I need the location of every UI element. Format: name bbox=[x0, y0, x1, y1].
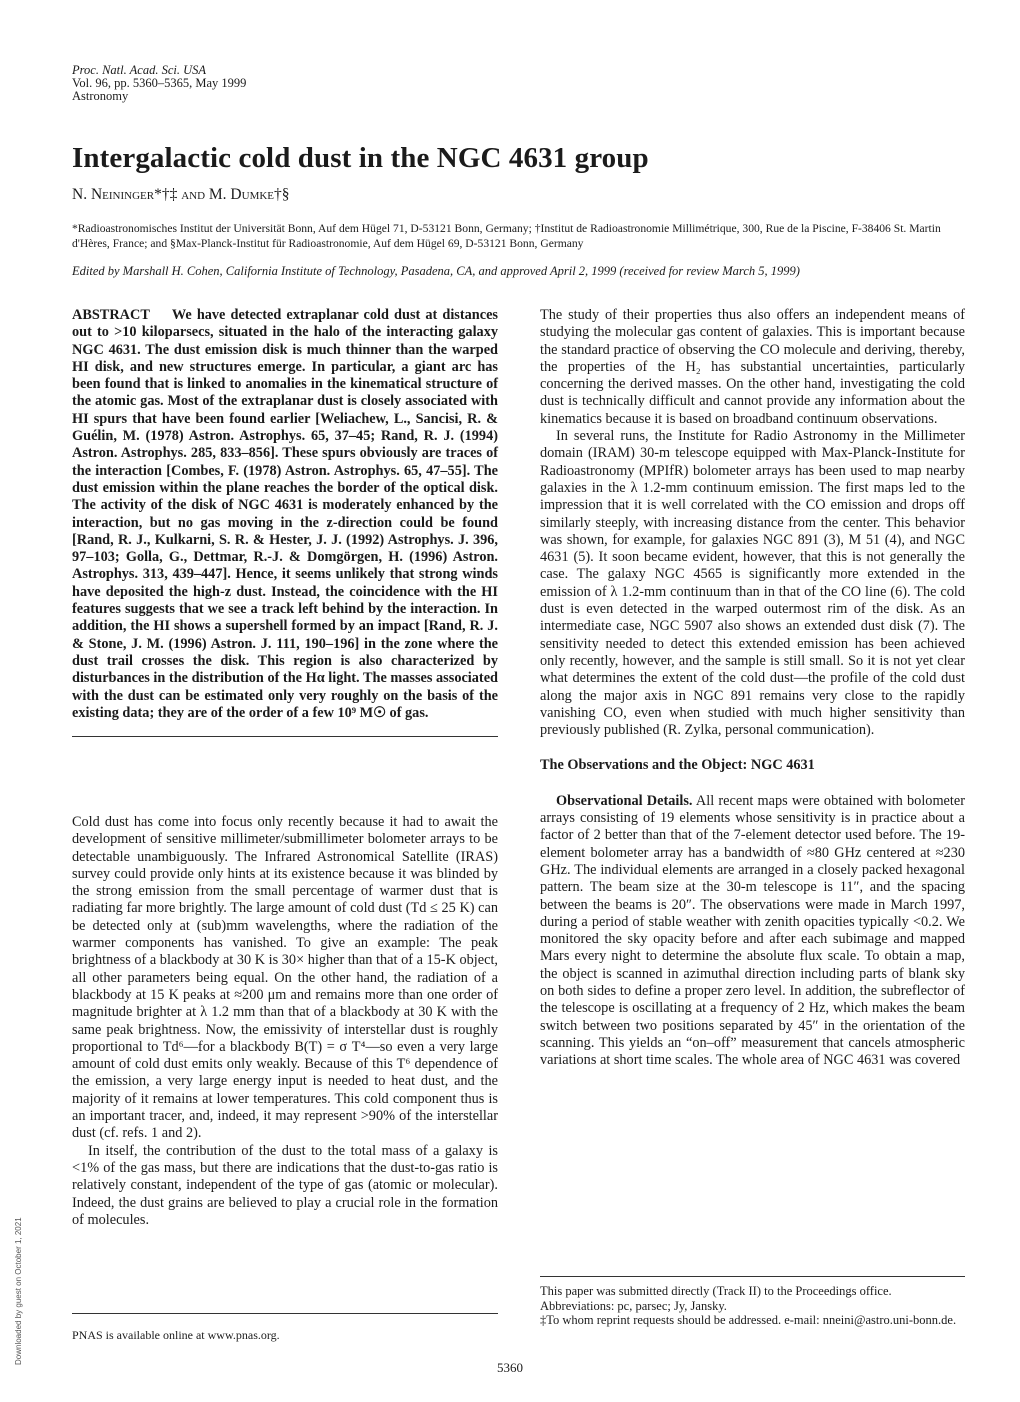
left-body bbox=[72, 814, 498, 1229]
journal-header bbox=[72, 64, 246, 103]
body-paragraph: The study of their properties thus also offers an independent means of studying the molecular gas content of galaxies. This is important because the standard practice of observing the CO molecule and deriving, thereby, the properties of the H₂ has substantial uncertainties, particularly concerning the derived masses. On the other hand, investigating the cold dust is technically difficult and cannot provide any information about the kinematics because it is based on broadband continuum observations. bbox=[540, 307, 965, 427]
abstract-label: ABSTRACT bbox=[72, 307, 150, 323]
footnote: ‡To whom reprint requests should be addressed. e-mail: nneini@astro.uni-bonn.de. bbox=[540, 1313, 957, 1327]
footnote: This paper was submitted directly (Track II) to the Proceedings office. bbox=[540, 1284, 892, 1298]
right-body bbox=[540, 307, 965, 1069]
body-paragraph: In several runs, the Institute for Radio Astronomy in the Millimeter domain (IRAM) 30-m telescope equipped with Max-Planck-Institute for Radioastronomy (MPIfR) bolometer arrays has been used to map nearby galaxies in the λ 1.2-mm continuum emission. The first maps led to the impression that it is well correlated with the CO emission and drops off similarly steeply, with increasing distance from the center. This behavior was shown, for example, for galaxies NGC 891 (3), M 51 (4), and NGC 4631 (5). It soon became evident, however, that this is not generally the case. The galaxy NGC 4565 is significantly more extended in the emission of λ 1.2-mm continuum than in that of the CO line (6). The cold dust is even detected in the warped outermost rim of the disk. As an intermediate case, NGC 5907 also shows an extended dust disk (7). The sensitivity needed to detect this extended emission has been achieved only recently, however, and the sample is still small. So it is not yet clear what determines the extent of the cold dust—the profile of the cold dust along the major axis in NGC 891 remains very close to the rapidly vanishing CO, even when studied with much higher sensitivity than previously published (R. Zylka, personal communication). bbox=[540, 428, 965, 739]
edited-by: Edited by Marshall H. Cohen, California Institute of Technology, Pasadena, CA, and approved April 2, 1999 (received for review March 5, 1999) bbox=[72, 264, 800, 278]
subsection-label: Observational Details. bbox=[556, 792, 693, 809]
right-footnote-divider bbox=[540, 1276, 965, 1277]
section-heading: The Observations and the Object: NGC 4631 bbox=[540, 757, 815, 774]
download-watermark: Downloaded by guest on October 1, 2021 bbox=[14, 1217, 23, 1365]
paper-title: Intergalactic cold dust in the NGC 4631 group bbox=[72, 142, 649, 174]
affiliations: *Radioastronomisches Institut der Universität Bonn, Auf dem Hügel 71, D-53121 Bonn, Germany; †Institut de Radioastronomie Millimétrique, 300, Rue de la Piscine, F-38406 St. Martin d'Hères, France; and §Max-Planck-Institut für Radioastronomie, Auf dem Hügel 69, D-53121 Bonn, Germany bbox=[72, 222, 941, 250]
abstract bbox=[72, 307, 498, 737]
abstract-text: We have detected extraplanar cold dust at distances out to >10 kiloparsecs, situated in the halo of the interacting galaxy NGC 4631. The dust emission disk is much thinner than the warped HI disk, and new structures emerge. In particular, a giant arc has been found that is linked to anomalies in the kinematical structure of the atomic gas. Most of the extraplanar dust is closely associated with HI spurs that have been found earlier [Weliachew, L., Sancisi, R. & Guélin, M. (1978) Astron. Astrophys. 65, 37–45; Rand, R. J. (1994) Astron. Astrophys. 285, 833–856]. These spurs obviously are traces of the interaction [Combes, F. (1978) Astron. Astrophys. 65, 47–55]. The dust emission within the plane reaches the border of the optical disk. The activity of the disk of NGC 4631 is moderately enhanced by the interaction, but no gas moving in the z-direction could be found [Rand, R. J., Kulkarni, S. R. & Hester, J. J. (1992) Astrophys. J. 396, 97–103; Golla, G., Dettmar, R.-J. & Domgörgen, H. (1996) Astron. Astrophys. 313, 439–447]. Hence, it seems unlikely that strong winds have deposited the high-z dust. Instead, the coincidence with the HI features suggests that we see a track left behind by the interaction. In addition, the HI shows a supershell formed by an impact [Rand, R. J. & Stone, J. M. (1996) Astron. J. 111, 190–196] in the zone where the dust trail crosses the disk. This region is also characterized by disturbances in the distribution of the Hα light. The masses associated with the dust can be estimated only very roughly on the basis of the existing data; they are of the order of a few 10⁹ M☉ of gas. bbox=[72, 307, 498, 721]
left-footnote-divider bbox=[72, 1313, 498, 1314]
page-number: 5360 bbox=[497, 1360, 523, 1375]
journal-name: Proc. Natl. Acad. Sci. USA bbox=[72, 63, 207, 77]
abstract-divider bbox=[72, 736, 498, 737]
footnotes bbox=[540, 1284, 965, 1328]
authors: N. Neininger*†‡ and M. Dumke†§ bbox=[72, 186, 290, 203]
body-paragraph: Cold dust has come into focus only recently because it had to await the development of sensitive millimeter/submillimeter bolometer arrays to be detectable unambiguously. The Infrared Astronomical Satellite (IRAS) survey could provide only hints at its existence because it was blinded by the strong emission from the small percentage of warmer dust that is radiating far more brightly. The large amount of cold dust (Td ≤ 25 K) can be detected only at (sub)mm wavelengths, where the radiation of the warmer components has vanished. To give an example: The peak brightness of a blackbody at 30 K is 30× higher than that of a 15-K object, all other parameters being equal. On the other hand, the radiation of a blackbody at 15 K peaks at ≈200 μm and remains more than one order of magnitude brighter at λ 1.2 mm than that of a blackbody at 30 K with the same peak brightness. Now, the emissivity of interstellar dust is roughly proportional to Td⁶—for a blackbody B(T) = σ T⁴—so even a very large amount of cold dust emits only weakly. Because of this T⁶ dependence of the emission, a very large energy input is needed to heat dust, and the majority of it remains at lower temperatures. This cold component thus is an important tracer, and, indeed, it may represent >90% of the interstellar dust (cf. refs. 1 and 2). bbox=[72, 814, 498, 1142]
footnote-availability: PNAS is available online at www.pnas.org. bbox=[72, 1328, 280, 1342]
journal-volume: Vol. 96, pp. 5360–5365, May 1999 bbox=[72, 76, 247, 90]
body-paragraph: In itself, the contribution of the dust to the total mass of a galaxy is <1% of the gas mass, but there are indications that the dust-to-gas ratio is relatively constant, independent of the type of gas (atomic or molecular). Indeed, the dust grains are believed to play a crucial role in the formation of molecules. bbox=[72, 1142, 498, 1228]
footnote: Abbreviations: pc, parsec; Jy, Jansky. bbox=[540, 1298, 727, 1313]
observational-text: All recent maps were obtained with bolometer arrays consisting of 19 elements whose sensitivity is in practice about a factor of 2 better than that of the 7-element detector used before. The 19-element bolometer array has a bandwidth of ≈80 GHz centered at ≈230 GHz. The individual elements are arranged in a closely packed hexagonal pattern. The beam size at the 30-m telescope is 11″, and the spacing between the beams is 20″. The observations were made in March 1997, during a period of stable weather with zenith opacities typically <0.2. We monitored the sky opacity before and after each subimage and mapped Mars every night to determine the absolute flux scale. To obtain a map, the object is scanned in azimuthal direction including parts of blank sky on both sides to define a proper zero level. In addition, the subreflector of the telescope is oscillating at a frequency of 2 Hz, which makes the beam switch between two positions separated by 45″ in the orientation of the scanning. This yields an “on–off” measurement that cancels atmospheric variations at short time scales. The whole area of NGC 4631 was covered bbox=[540, 792, 965, 1069]
journal-section: Astronomy bbox=[72, 89, 129, 103]
